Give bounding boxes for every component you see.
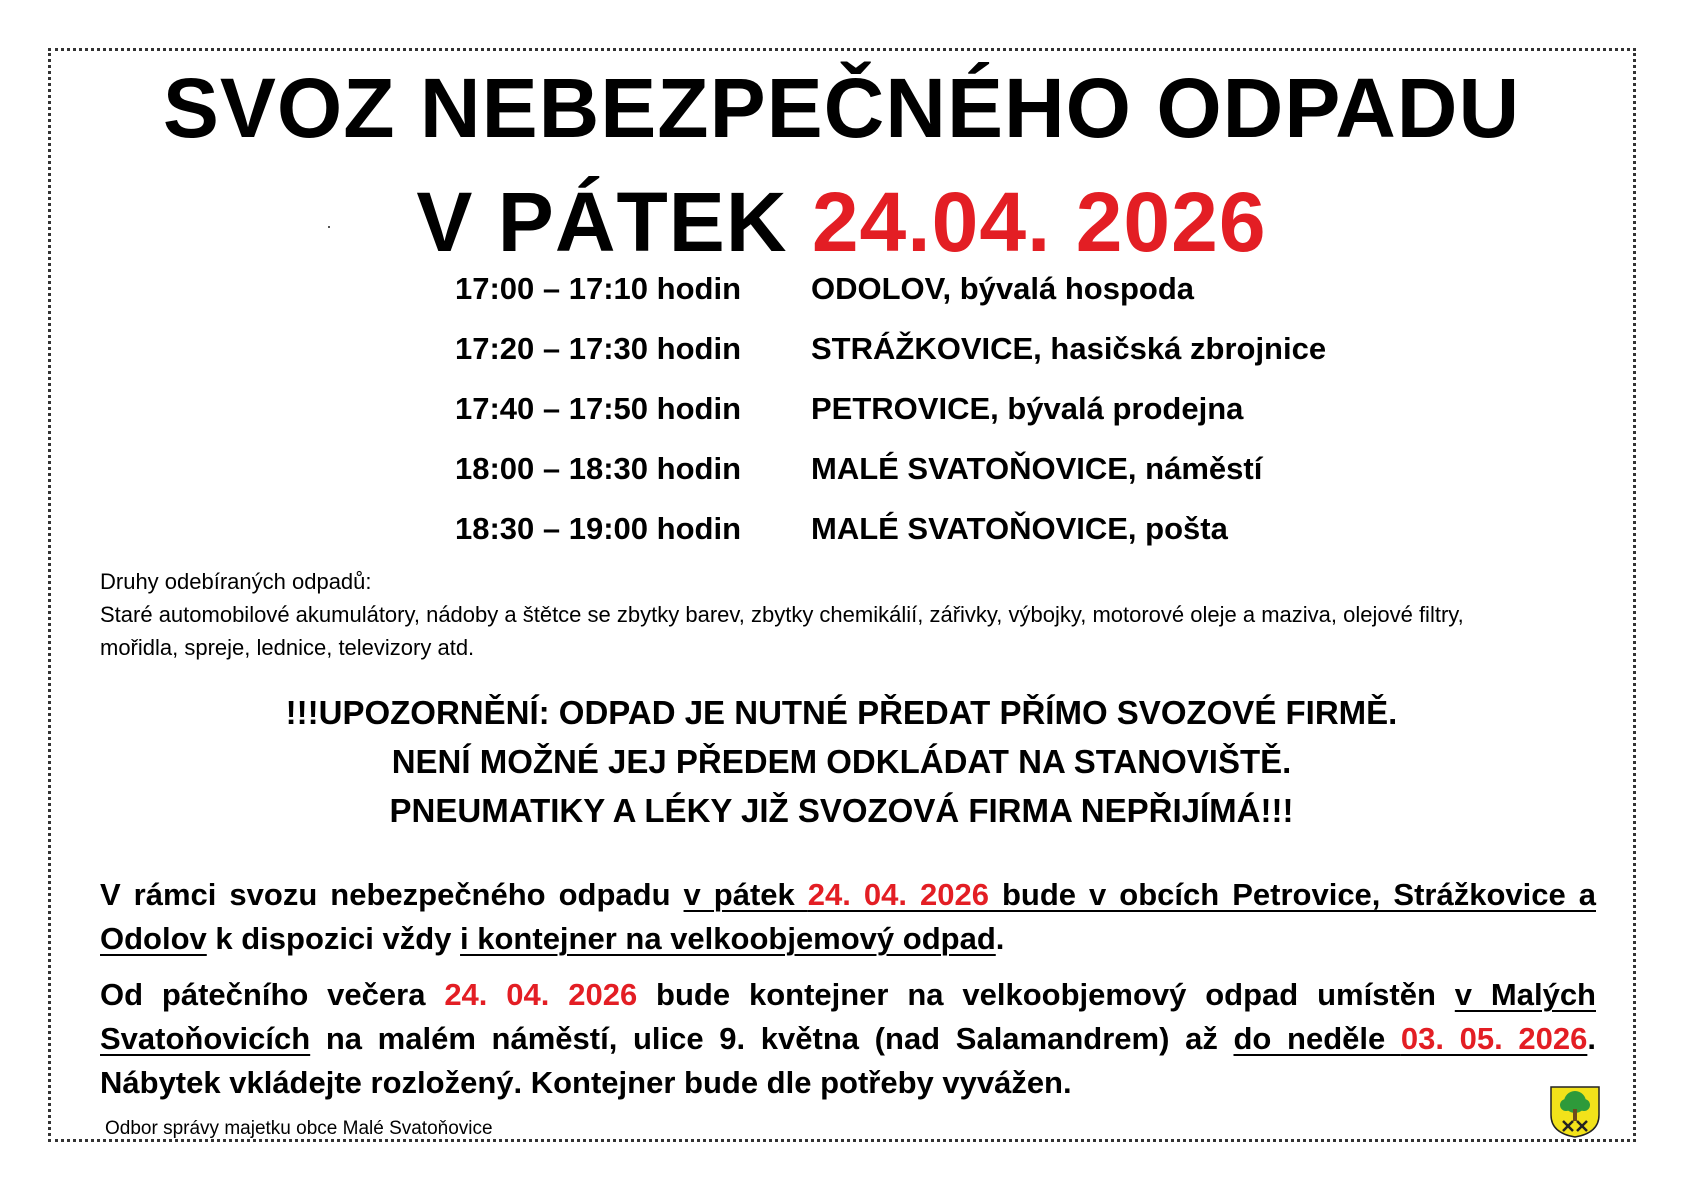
- warning-line: PNEUMATIKY A LÉKY JIŽ SVOZOVÁ FIRMA NEPŘIJÍMÁ!!!: [389, 792, 1294, 829]
- schedule-time: 17:40 – 17:50 hodin: [455, 391, 742, 426]
- schedule-place: ODOLOV, bývalá hospoda: [811, 271, 1195, 306]
- schedule-place: STRÁŽKOVICE, hasičská zbrojnice: [811, 331, 1327, 366]
- schedule-place: PETROVICE, bývalá prodejna: [811, 391, 1244, 426]
- underlined-phrase: bude v obcích Petrovice, Strážkovice a: [988, 877, 1596, 912]
- schedule-place: MALÉ SVATOŇOVICE, náměstí: [811, 451, 1263, 486]
- schedule-row: [455, 270, 1326, 330]
- schedule-row: [455, 450, 1326, 510]
- footer-text: Odbor správy majetku obce Malé Svatoňovice: [105, 1118, 493, 1139]
- schedule-row: [455, 330, 1326, 390]
- paragraph-line: [100, 1017, 1596, 1061]
- paragraph-text: bude kontejner na velkoobjemový odpad umístěn: [637, 977, 1455, 1012]
- schedule-time: 17:20 – 17:30 hodin: [455, 331, 742, 366]
- underlined-phrase: v pátek: [683, 877, 808, 912]
- paragraph-line: [100, 973, 1596, 1017]
- paragraph-line: Nábytek vkládejte rozložený. Kontejner bude dle potřeby vyvážen.: [100, 1065, 1072, 1100]
- municipal-coat-of-arms-icon: [1549, 1085, 1601, 1139]
- paragraph-text: .: [1587, 1021, 1596, 1056]
- paragraph-line: [100, 873, 1596, 917]
- info-paragraph-2: [100, 973, 1596, 1105]
- warning-line: !!!UPOZORNĚNÍ: ODPAD JE NUTNÉ PŘEDAT PŘÍMO SVOZOVÉ FIRMĚ.: [285, 694, 1398, 731]
- schedule-time: 17:00 – 17:10 hodin: [455, 271, 742, 306]
- page-subtitle: [0, 175, 1683, 269]
- waste-types-line: Staré automobilové akumulátory, nádoby a štětce se zbytky barev, zbytky chemikálií, zářivky, výbojky, motorové oleje a maziva, olejové filtry,: [100, 602, 1464, 627]
- info-paragraph-1: [100, 873, 1596, 961]
- waste-types-label: Druhy odebíraných odpadů:: [100, 569, 372, 594]
- schedule-list: [455, 270, 1326, 570]
- page-title: SVOZ NEBEZPEČNÉHO ODPADU: [162, 61, 1521, 155]
- underlined-place: Svatoňovicích: [100, 1021, 311, 1056]
- underlined-text: [684, 877, 1596, 912]
- paragraph-text: V rámci svozu nebezpečného odpadu: [100, 877, 684, 912]
- subtitle-date: 24.04. 2026: [811, 175, 1267, 269]
- warning-line: NENÍ MOŽNÉ JEJ PŘEDEM ODKLÁDAT NA STANOVIŠTĚ.: [391, 743, 1292, 780]
- schedule-time: 18:00 – 18:30 hodin: [455, 451, 742, 486]
- highlight-date: 24. 04. 2026: [444, 977, 638, 1012]
- schedule-time: 18:30 – 19:00 hodin: [455, 511, 742, 546]
- underlined-place: Odolov: [100, 921, 207, 956]
- subtitle-prefix: V PÁTEK: [416, 175, 812, 269]
- waste-types-line: mořidla, spreje, lednice, televizory atd.: [100, 635, 475, 660]
- paragraph-text: na malém náměstí, ulice 9. května (nad Salamandrem) až: [310, 1021, 1234, 1056]
- paragraph-text: .: [995, 921, 1005, 956]
- paragraph-line: [100, 917, 1596, 961]
- schedule-row: [455, 510, 1326, 570]
- waste-types: [100, 565, 1600, 664]
- warning-block: [0, 688, 1683, 835]
- underlined-phrase: i kontejner na velkoobjemový odpad: [460, 921, 996, 956]
- paragraph-text: Od pátečního večera: [100, 977, 445, 1012]
- underlined-phrase: do neděle: [1233, 1021, 1401, 1056]
- schedule-place: MALÉ SVATOŇOVICE, pošta: [811, 511, 1228, 546]
- schedule-row: [455, 390, 1326, 450]
- underlined-place: v Malých: [1454, 977, 1596, 1012]
- underlined-text: [1233, 1021, 1587, 1056]
- paragraph-text: k dispozici vždy: [206, 921, 461, 956]
- highlight-date: 24. 04. 2026: [807, 877, 989, 912]
- highlight-date: 03. 05. 2026: [1400, 1021, 1588, 1056]
